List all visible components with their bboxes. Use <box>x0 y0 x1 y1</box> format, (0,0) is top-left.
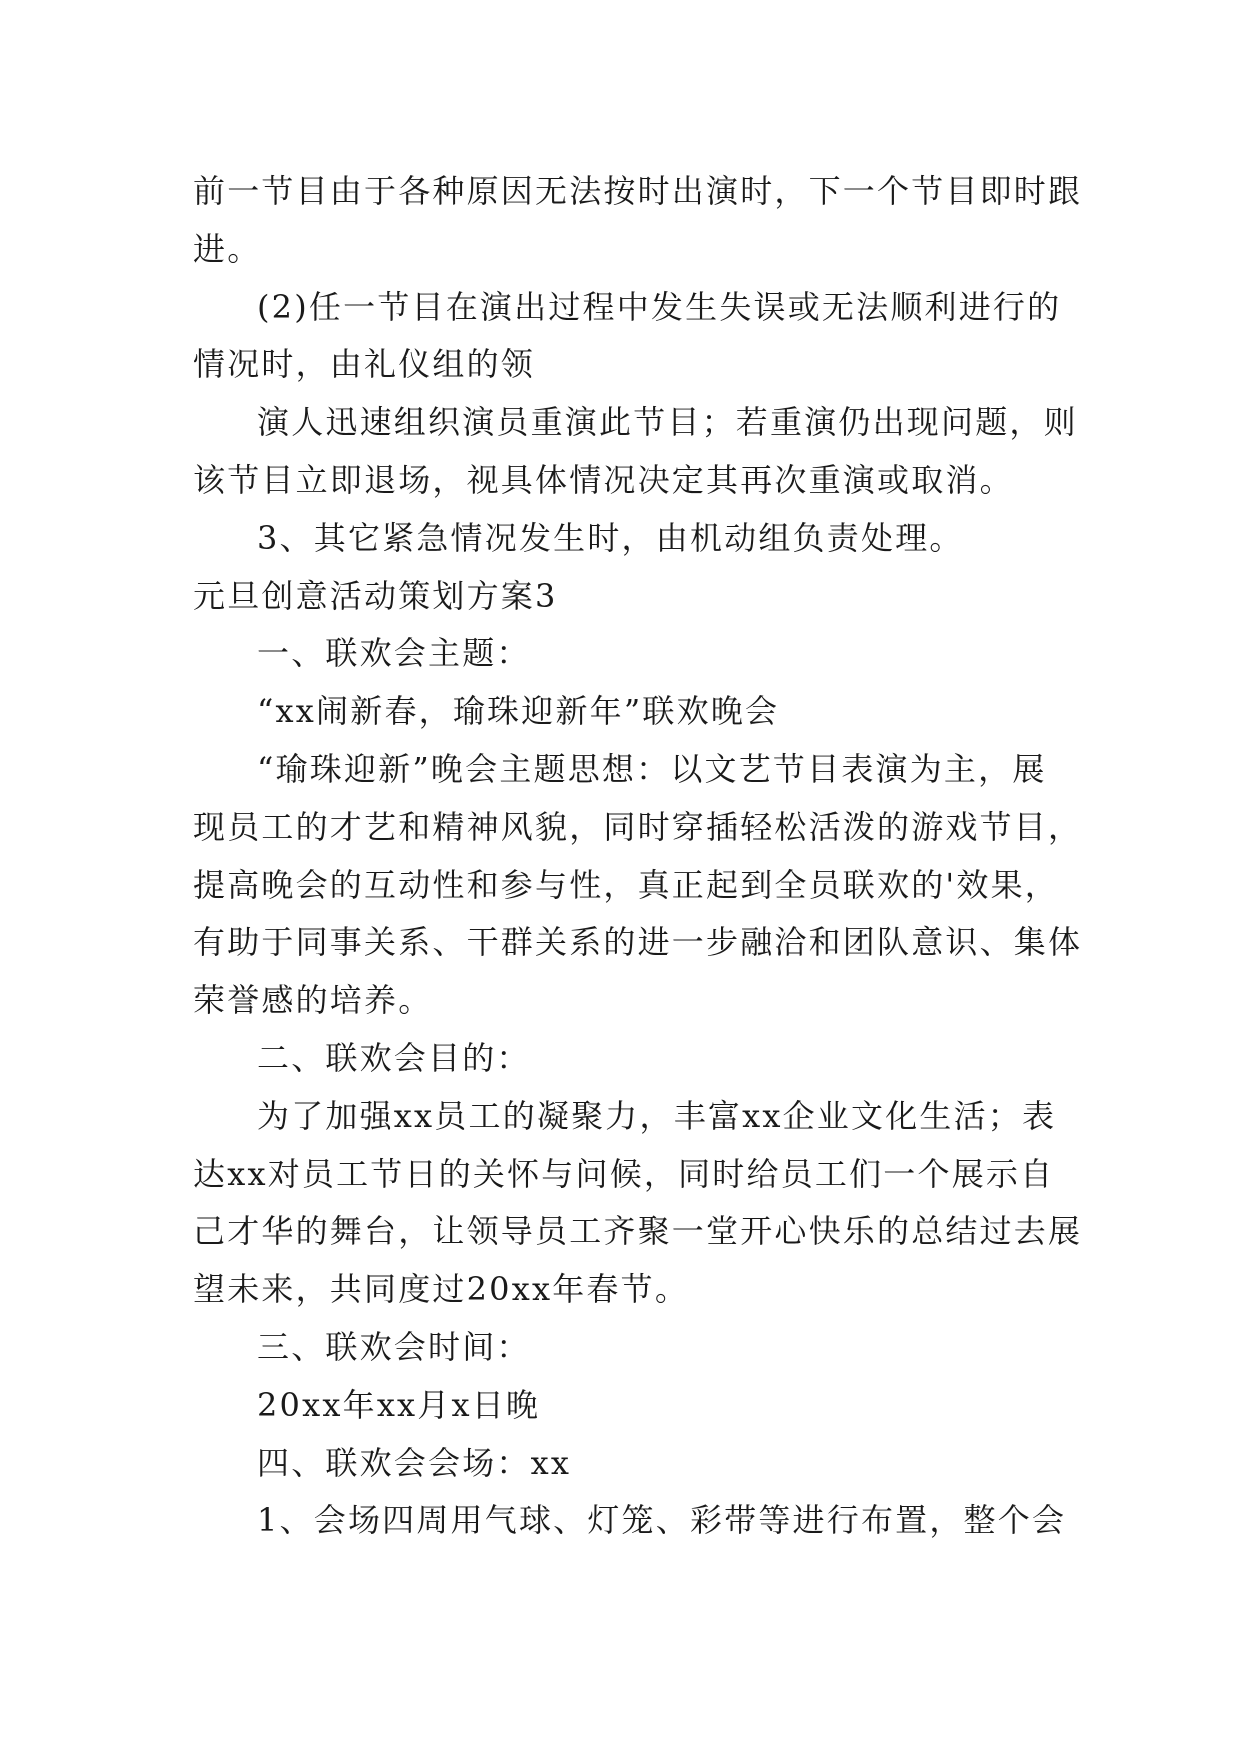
text-line: 三、联欢会时间： <box>257 1327 531 1366</box>
text-line: 己才华的舞台，让领导员工齐聚一堂开心快乐的总结过去展 <box>193 1212 1083 1251</box>
text-line: 有助于同事关系、干群关系的进一步融洽和团队意识、集体 <box>193 923 1083 962</box>
text-line: (2)任一节目在演出过程中发生失误或无法顺利进行的 <box>257 287 1062 326</box>
text-line: 提高晚会的互动性和参与性，真正起到全员联欢的'效果， <box>193 865 1059 904</box>
document-body <box>193 163 1083 1550</box>
text-line: 四、联欢会会场：xx <box>257 1443 572 1482</box>
text-line: 望未来，共同度过20xx年春节。 <box>193 1270 690 1309</box>
text-line: 达xx对员工节日的关怀与问候，同时给员工们一个展示自 <box>193 1154 1055 1193</box>
text-line: 二、联欢会目的： <box>257 1038 531 1077</box>
text-line: 该节目立即退场，视具体情况决定其再次重演或取消。 <box>193 460 1014 499</box>
text-line: “xx闹新春，瑜珠迎新年”联欢晚会 <box>257 692 780 731</box>
text-line: 1、会场四周用气球、灯笼、彩带等进行布置，整个会 <box>257 1501 1067 1540</box>
text-line: 荣誉感的培养。 <box>193 981 433 1020</box>
text-line: 3、其它紧急情况发生时，由机动组负责处理。 <box>257 518 964 557</box>
text-line: “瑜珠迎新”晚会主题思想：以文艺节目表演为主，展 <box>257 749 1047 788</box>
text-line: 一、联欢会主题： <box>257 634 531 673</box>
text-line: 前一节目由于各种原因无法按时出演时，下一个节目即时跟 <box>193 172 1083 210</box>
text-line: 20xx年xx月x日晚 <box>257 1385 541 1424</box>
text-line: 现员工的才艺和精神风貌，同时穿插轻松活泼的游戏节目， <box>193 807 1083 846</box>
text-line: 元旦创意活动策划方案3 <box>193 576 558 615</box>
text-line: 为了加强xx员工的凝聚力，丰富xx企业文化生活；表 <box>257 1096 1057 1135</box>
text-line: 演人迅速组织演员重演此节目；若重演仍出现问题，则 <box>257 403 1078 442</box>
text-line: 进。 <box>193 229 262 268</box>
text-line: 情况时，由礼仪组的领 <box>193 345 536 384</box>
